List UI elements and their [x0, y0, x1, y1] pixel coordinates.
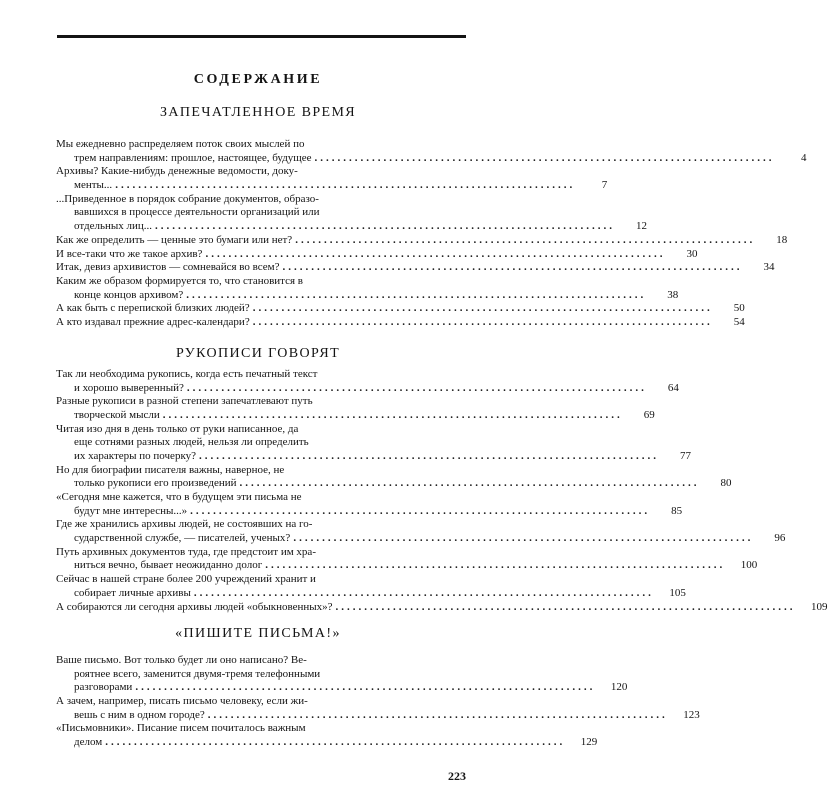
toc-page-number: 129	[580, 735, 598, 748]
toc-entry-line	[56, 477, 732, 491]
toc-entry	[56, 275, 679, 302]
dot-leader: ................................................................................	[190, 504, 651, 517]
toc-entry-text: Архивы? Какие-нибудь денежные ведомости, доку-	[56, 165, 298, 178]
dot-leader: ................................................................................	[207, 708, 668, 721]
toc-entry-line	[56, 261, 775, 275]
dot-leader: ................................................................................	[135, 681, 596, 694]
toc-section	[56, 368, 828, 614]
toc-entry-line	[56, 368, 466, 382]
toc-entry	[56, 694, 700, 722]
toc-entry-line	[56, 302, 745, 316]
toc-entry	[56, 422, 692, 464]
toc-entry-text: А как быть с перепиской близких людей?	[56, 302, 250, 315]
toc-entry-line	[56, 573, 466, 587]
toc-entry	[56, 233, 788, 248]
toc-entry	[56, 261, 775, 275]
toc-entry-text: Ваше письмо. Вот только будет ли оно написано? Ве-	[56, 654, 307, 666]
toc-entry-line	[56, 178, 608, 193]
toc-page-number: 50	[733, 302, 745, 315]
toc-entry-line	[56, 408, 655, 423]
toc-page-number: 64	[667, 381, 679, 394]
toc-page-number: 77	[680, 449, 692, 462]
toc-entry-text: их характеры по почерку?	[74, 449, 197, 462]
dot-leader: ................................................................................	[282, 261, 743, 274]
toc-entry-line	[56, 423, 466, 437]
toc-entry-line	[56, 395, 466, 409]
toc-entry-line	[56, 233, 788, 248]
toc-entry-text: Читая изо дня в день только от руки написанное, да	[56, 422, 299, 435]
toc-entry-text: ниться вечно, бывает неожиданно долог	[74, 559, 263, 572]
toc-page-number: 105	[669, 586, 686, 599]
toc-entry-line	[56, 464, 466, 478]
toc-page-number: 18	[776, 233, 788, 246]
toc-entry	[56, 573, 686, 600]
toc-entry	[56, 302, 745, 316]
toc-entry-line	[56, 532, 786, 546]
toc-entry-line	[56, 316, 745, 330]
toc-entry-text: и хорошо выверенный?	[74, 381, 184, 394]
dot-leader: ................................................................................	[252, 302, 713, 315]
toc-entry-text: А собираются ли сегодня архивы людей «обыкновенных»?	[56, 600, 333, 613]
toc-entry-text: А кто издавал прежние адрес-календари?	[56, 316, 250, 329]
section-heading: РУКОПИСИ ГОВОРЯТ	[175, 346, 341, 361]
toc-entry-line	[56, 288, 679, 303]
toc-entry-line	[56, 654, 466, 668]
toc-entry-text: делом	[74, 735, 103, 748]
toc-entry-text: А зачем, например, писать письмо человеку, если жи-	[56, 694, 308, 707]
toc-entry	[56, 395, 655, 422]
toc-entry	[56, 368, 679, 395]
toc-page-number: 12	[636, 219, 648, 232]
dot-leader: ................................................................................	[252, 316, 713, 329]
toc-entry-text: еще сотнями разных людей, нельзя ли определить	[74, 436, 309, 449]
toc-entry-text: Итак, девиз архивистов — сомневайся во всем?	[56, 261, 280, 274]
toc-page-number: 123	[683, 708, 700, 721]
toc-entry-text: И все-таки что же такое архив?	[56, 247, 203, 260]
dot-leader: ................................................................................	[293, 532, 754, 545]
toc-entry-text: Но для биографии писателя важны, наверное, не	[56, 463, 285, 476]
toc-entry-text: Разные рукописи в разной степени запечатлевают путь	[56, 395, 313, 408]
toc-entry-text: вешь с ним в одном городе?	[74, 708, 205, 721]
toc-entry	[56, 463, 732, 491]
toc-entry	[56, 600, 828, 615]
toc-entry-line	[56, 219, 648, 234]
dot-leader: ................................................................................	[199, 449, 660, 462]
dot-leader: ................................................................................	[314, 151, 775, 164]
toc-entry-line	[56, 491, 466, 505]
toc-entry-line	[56, 165, 466, 179]
toc-entry	[56, 518, 786, 545]
toc-entry-line	[56, 193, 466, 207]
toc-page-number: 80	[720, 477, 732, 490]
toc-entry	[56, 316, 745, 330]
toc-entry-text: творческой мысли	[74, 408, 160, 421]
toc-entry-line	[56, 275, 466, 289]
toc-page-number: 120	[610, 681, 628, 694]
toc-entry-text: Так ли необходима рукопись, когда есть печатный текст	[56, 368, 318, 380]
toc-entry	[56, 192, 648, 234]
toc-page-number: 38	[667, 288, 679, 301]
section-heading: «ПИШИТЕ ПИСЬМА!»	[175, 626, 341, 641]
toc-page-number: 69	[643, 408, 655, 421]
toc-section	[56, 654, 700, 750]
toc-entry-text: Каким же образом формируется то, что становится в	[56, 275, 304, 288]
toc-entry	[56, 247, 698, 262]
toc-entry-text: отдельных лиц...	[74, 219, 153, 232]
dot-leader: ................................................................................	[335, 600, 796, 613]
toc-entry-line	[56, 735, 598, 750]
toc-page-number: 109	[811, 600, 828, 613]
toc-entry-text: «Сегодня мне кажется, что в будущем эти письма не	[56, 491, 302, 504]
toc-entry-text: сударственной службе, — писателей, ученых?	[74, 532, 291, 545]
dot-leader: ................................................................................	[205, 247, 666, 260]
toc-entry-line	[56, 504, 683, 519]
toc-entry-line	[56, 681, 628, 695]
toc-entry-line	[56, 708, 700, 723]
dot-leader: ................................................................................	[115, 178, 576, 191]
toc-entry-text: собирает личные архивы	[74, 586, 191, 599]
dot-leader: ................................................................................	[193, 586, 654, 599]
toc-section	[56, 138, 807, 330]
toc-entry-line	[56, 518, 466, 532]
dot-leader: ................................................................................	[155, 219, 616, 232]
toc-page-number: 100	[740, 559, 758, 572]
toc-page-number: 54	[733, 316, 745, 329]
toc-entry-text: Путь архивных документов туда, где предстоит им хра-	[56, 545, 316, 558]
toc-entry-line	[56, 546, 466, 560]
toc-page-number: 34	[763, 261, 775, 274]
toc-entry-text: «Письмовники». Писание писем почиталось важным	[56, 722, 306, 735]
toc-entry-text: вавшихся в процессе деятельности организаций или	[74, 206, 320, 219]
dot-leader: ................................................................................	[265, 559, 726, 572]
dot-leader: ................................................................................	[239, 477, 700, 490]
toc-entry-line	[56, 559, 758, 573]
toc-entry-line	[56, 449, 692, 464]
toc-entry-line	[56, 586, 686, 601]
toc-entry-text: роятнее всего, заменится двумя-тремя телефонными	[74, 667, 321, 680]
toc-entry-text: Сейчас в нашей стране более 200 учреждений хранит и	[56, 573, 316, 586]
toc-entry-text: Где же хранились архивы людей, не состоявших на го-	[56, 518, 313, 531]
toc-entry-text: будут мне интересны...»	[74, 504, 188, 517]
dot-leader: ................................................................................	[186, 288, 647, 301]
toc-entry-text: конце концов архивом?	[74, 288, 184, 301]
toc-entry-text: Мы ежедневно распределяем поток своих мыслей по	[56, 138, 305, 150]
toc-entry-line	[56, 151, 807, 166]
dot-leader: ................................................................................	[162, 408, 623, 421]
dot-leader: ................................................................................	[295, 233, 756, 246]
toc-entry	[56, 138, 807, 165]
toc-entry-line	[56, 138, 466, 152]
top-rule	[57, 35, 466, 38]
dot-leader: ................................................................................	[105, 735, 566, 748]
section-heading: ЗАПЕЧАТЛЕННОЕ ВРЕМЯ	[159, 105, 357, 120]
toc-page-number: 96	[774, 532, 786, 545]
toc-entry-line	[56, 436, 466, 450]
toc-entry-line	[56, 695, 466, 709]
toc-entry	[56, 654, 628, 695]
toc-entry-text: разговорами	[74, 681, 133, 694]
toc-entry-text: только рукописи его произведений	[74, 477, 237, 490]
toc-page-number: 7	[601, 178, 608, 191]
toc-entry-text: менты...	[74, 178, 113, 191]
toc-entry-line	[56, 600, 828, 615]
toc-entry-line	[56, 722, 466, 736]
toc-entry	[56, 165, 608, 192]
toc-entry-text: ...Приведенное в порядок собрание документов, образо-	[56, 192, 319, 205]
toc-entry	[56, 722, 598, 749]
toc-entry-text: Как же определить — ценные это бумаги или нет?	[56, 233, 293, 246]
toc-page-number: 4	[801, 151, 807, 164]
toc-entry	[56, 545, 758, 573]
toc-entry	[56, 491, 683, 518]
toc-page-number: 85	[671, 504, 683, 517]
dot-leader: ................................................................................	[186, 381, 647, 394]
toc-page-number: 30	[686, 247, 698, 260]
toc-entry-text: трем направлениям: прошлое, настоящее, будущее	[74, 151, 312, 164]
toc-entry-line	[56, 206, 466, 220]
toc-entry-line	[56, 247, 698, 262]
page-title: СОДЕРЖАНИЕ	[193, 72, 323, 87]
page-number: 223	[448, 769, 466, 783]
toc-entry-line	[56, 668, 466, 682]
toc-entry-line	[56, 381, 679, 396]
